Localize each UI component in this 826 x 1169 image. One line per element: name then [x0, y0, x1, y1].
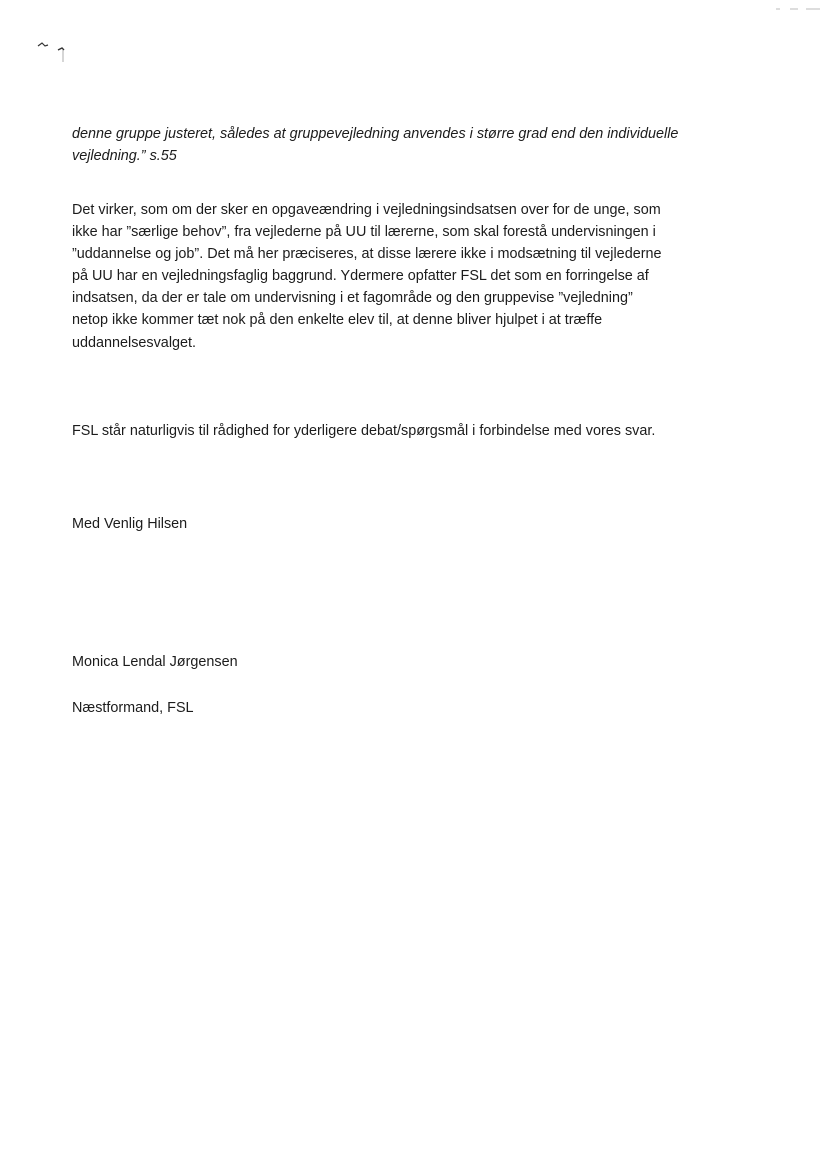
- scan-artifact-mark: [36, 40, 72, 64]
- signature-name-text: Monica Lendal Jørgensen: [72, 654, 238, 670]
- paragraph-text: Det virker, som om der sker en opgaveændring i vejledningsindsatsen over for de unge, som ikke har ”særlige behov”, fra vejlederne på UU til lærerne, som skal forestå undervisningen i ”uddannelse og job”. Det må her præciseres, at disse lærere ikke i modsætning til vejlederne på UU har en vejledningsfaglig baggrund. Ydermere opfatter FSL det som en forringelse af indsatsen, da der er tale om undervisning i et fagområde og den gruppevise ”vejledning” netop ikke kommer tæt nok på den enkelte elev til, at denne bliver hjulpet i at træffe uddannelsesvalget.: [72, 202, 662, 351]
- quoted-excerpt: [72, 123, 752, 167]
- body-paragraph: [72, 199, 752, 354]
- closing-text: Med Venlig Hilsen: [72, 516, 188, 532]
- body-paragraph: [72, 420, 752, 442]
- quote-text: denne gruppe justeret, således at gruppevejledning anvendes i større grad end den individuelle vejledning.” s.55: [72, 126, 679, 165]
- scan-artifact-dashes: [776, 6, 820, 12]
- paragraph-text: FSL står naturligvis til rådighed for yderligere debat/spørgsmål i forbindelse med vores svar.: [72, 423, 656, 439]
- signature-title-text: Næstformand, FSL: [72, 700, 194, 716]
- signature-title: [72, 697, 752, 719]
- signature-name: [72, 651, 752, 673]
- closing-salutation: [72, 513, 752, 535]
